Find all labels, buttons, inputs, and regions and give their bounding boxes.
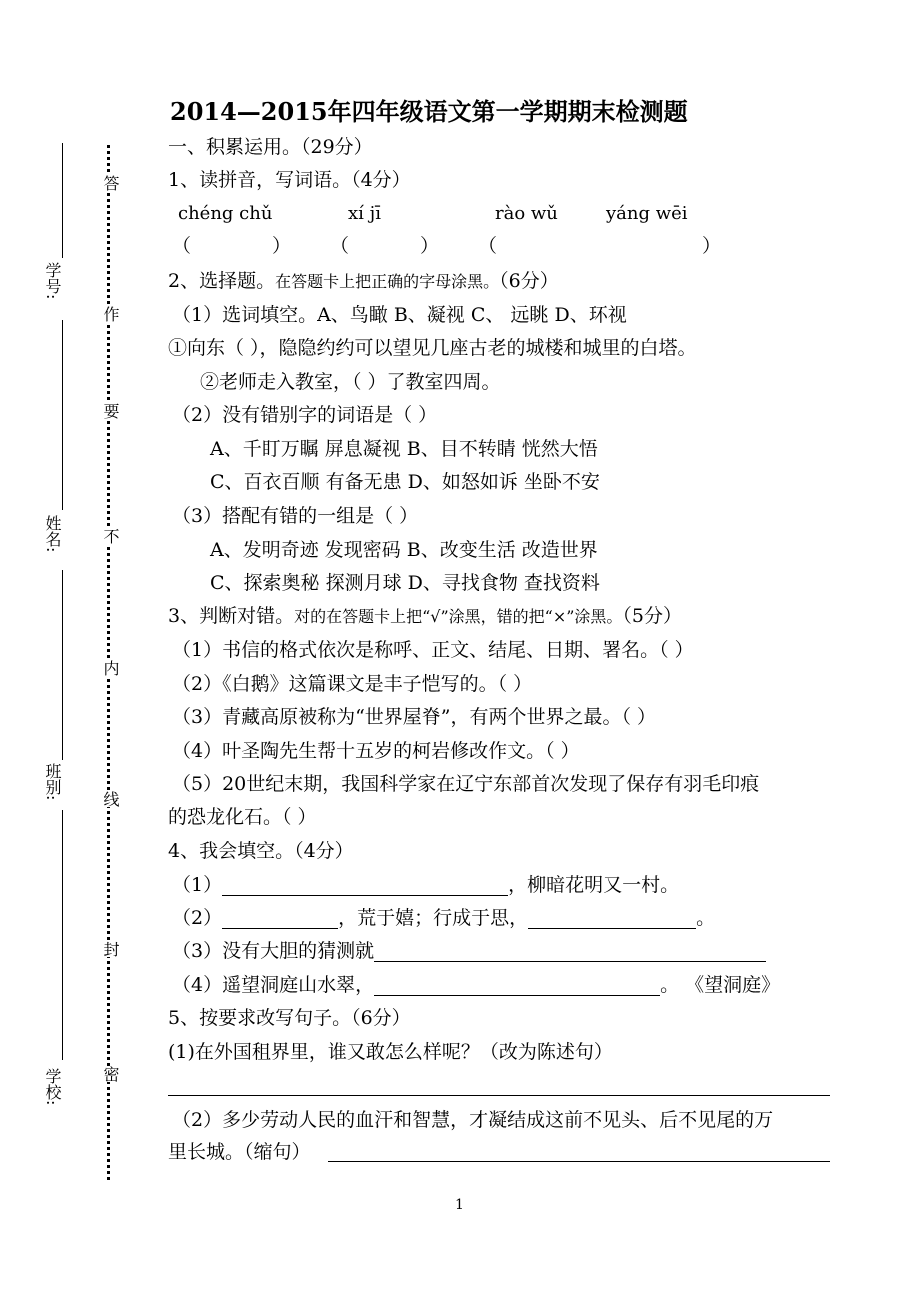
q5-sentence-2b: 里长城。（缩句） (168, 1141, 311, 1163)
binding-line-1 (62, 143, 63, 258)
q4-line-4 (172, 974, 780, 996)
q4-line-3 (172, 940, 766, 962)
binding-line-2 (62, 320, 63, 510)
seal-char-1: 答 (101, 175, 120, 191)
q3-item-3: （3）青藏高原被称为“世界屋脊”，有两个世界之最。（ ） (172, 706, 657, 728)
seal-char-3: 要 (101, 403, 120, 419)
q3-item-2: （2）《白鹅》这篇课文是丰子恺写的。（ ） (172, 673, 533, 695)
q1-heading: 1、读拼音，写词语。（4分） (168, 169, 411, 191)
q3-item-1: （1）书信的格式依次是称呼、正文、结尾、日期、署名。（ ） (172, 639, 694, 661)
q2-heading (168, 270, 559, 293)
page-number: 1 (455, 1197, 464, 1213)
q3-item-4: （4）叶圣陶先生帮十五岁的柯岩修改作文。（ ） (172, 740, 580, 762)
student-id-label: 学号: (43, 262, 62, 300)
q4-line-1 (172, 874, 679, 896)
q2-part-1: （1）选词填空。A、鸟瞰 B、凝视 C、 远眺 D、环视 (172, 304, 627, 326)
q2-part-3a: A、发明奇迹 发现密码 B、改变生活 改造世界 (210, 539, 598, 561)
q3-heading-main: 3、判断对错。 (168, 605, 295, 627)
q4-line-2-mid: ，荒于嬉；行成于思， (338, 907, 529, 929)
class-label: 班别: (43, 763, 62, 801)
q4-heading: 4、我会填空。（4分） (168, 840, 354, 862)
q5-answer-line-2[interactable] (328, 1161, 830, 1162)
pinyin-2: xí jī (348, 203, 381, 224)
q4-line-1-prefix: （1） (172, 874, 223, 896)
seal-char-8: 密 (101, 1066, 120, 1082)
q2-heading-note: 在答题卡上把正确的字母涂黑。 (275, 272, 500, 291)
q4-blank-1[interactable] (222, 875, 508, 896)
q3-item-5: （5）20世纪末期，我国科学家在辽宁东部首次发现了保存有羽毛印痕 (172, 773, 760, 795)
q3-heading (168, 605, 682, 628)
q2-part-1a: ①向东（ ），隐隐约约可以望见几座古老的城楼和城里的白塔。 (168, 337, 697, 359)
q3-item-5-cont: 的恐龙化石。（ ） (168, 806, 317, 828)
q4-line-2-suffix: 。 (696, 907, 716, 929)
q4-line-1-suffix: ，柳暗花明又一村。 (508, 874, 680, 896)
pinyin-1: chéng chǔ (178, 203, 273, 224)
q4-line-4-suffix: 。 《望洞庭》 (660, 974, 781, 996)
q4-blank-4[interactable] (374, 941, 766, 962)
q5-sentence-1: (1)在外国租界里，谁又敢怎么样呢？（改为陈述句） (168, 1041, 613, 1063)
q2-part-2a: A、千盯万瞩 屏息凝视 B、目不转睛 恍然大悟 (210, 438, 598, 460)
seal-char-7: 封 (101, 941, 120, 957)
section-1-heading: 一、积累运用。（29分） (168, 136, 373, 158)
q4-blank-5[interactable] (374, 975, 660, 996)
q4-line-2 (172, 907, 715, 929)
q2-heading-main: 2、选择题。 (168, 270, 276, 292)
q2-heading-score: （6分） (499, 270, 559, 292)
q2-part-3: （3）搭配有错的一组是（ ） (172, 505, 419, 527)
q5-heading: 5、按要求改写句子。（6分） (168, 1007, 411, 1029)
seal-char-2: 作 (101, 306, 120, 322)
seal-char-5: 内 (101, 660, 120, 676)
binding-line-4 (62, 810, 63, 1060)
page-title: 2014—2015年四年级语文第一学期期末检测题 (170, 97, 688, 126)
q2-part-2b: C、百衣百顺 有备无患 D、如怒如诉 坐卧不安 (210, 471, 600, 493)
answer-bracket-open-3: （ (478, 235, 498, 257)
answer-bracket-close-3: ） (702, 235, 722, 257)
q3-heading-note: 对的在答题卡上把“√”涂黑，错的把“×”涂黑。 (294, 607, 623, 626)
q4-line-2-prefix: （2） (172, 907, 223, 929)
answer-bracket-open-1: （ (172, 235, 192, 257)
pinyin-3: rào wǔ (495, 203, 558, 224)
q4-blank-3[interactable] (528, 908, 696, 929)
q4-line-3-prefix: （3）没有大胆的猜测就 (172, 940, 375, 962)
q2-part-3b: C、探索奥秘 探测月球 D、寻找食物 查找资料 (210, 572, 600, 594)
q4-blank-2[interactable] (222, 908, 338, 929)
seal-char-4: 不 (101, 528, 120, 544)
q2-part-1b: ②老师走入教室，（ ）了教室四周。 (200, 371, 501, 393)
pinyin-4: yáng wēi (606, 203, 688, 224)
answer-bracket-open-2: （ (330, 235, 350, 257)
q5-sentence-2a: （2）多少劳动人民的血汗和智慧，才凝结成这前不见头、后不见尾的万 (172, 1109, 774, 1131)
school-label: 学校: (43, 1068, 62, 1106)
name-label: 姓名: (43, 515, 62, 553)
binding-line-3 (62, 570, 63, 760)
q2-part-2: （2）没有错别字的词语是（ ） (172, 404, 438, 426)
q4-line-4-prefix: （4）遥望洞庭山水翠， (172, 974, 375, 996)
answer-bracket-close-2: ） (420, 235, 440, 257)
answer-bracket-close-1: ） (272, 235, 292, 257)
seal-char-6: 线 (101, 791, 120, 807)
q5-answer-line-1[interactable] (168, 1095, 830, 1096)
q3-heading-score: （5分） (622, 605, 683, 627)
